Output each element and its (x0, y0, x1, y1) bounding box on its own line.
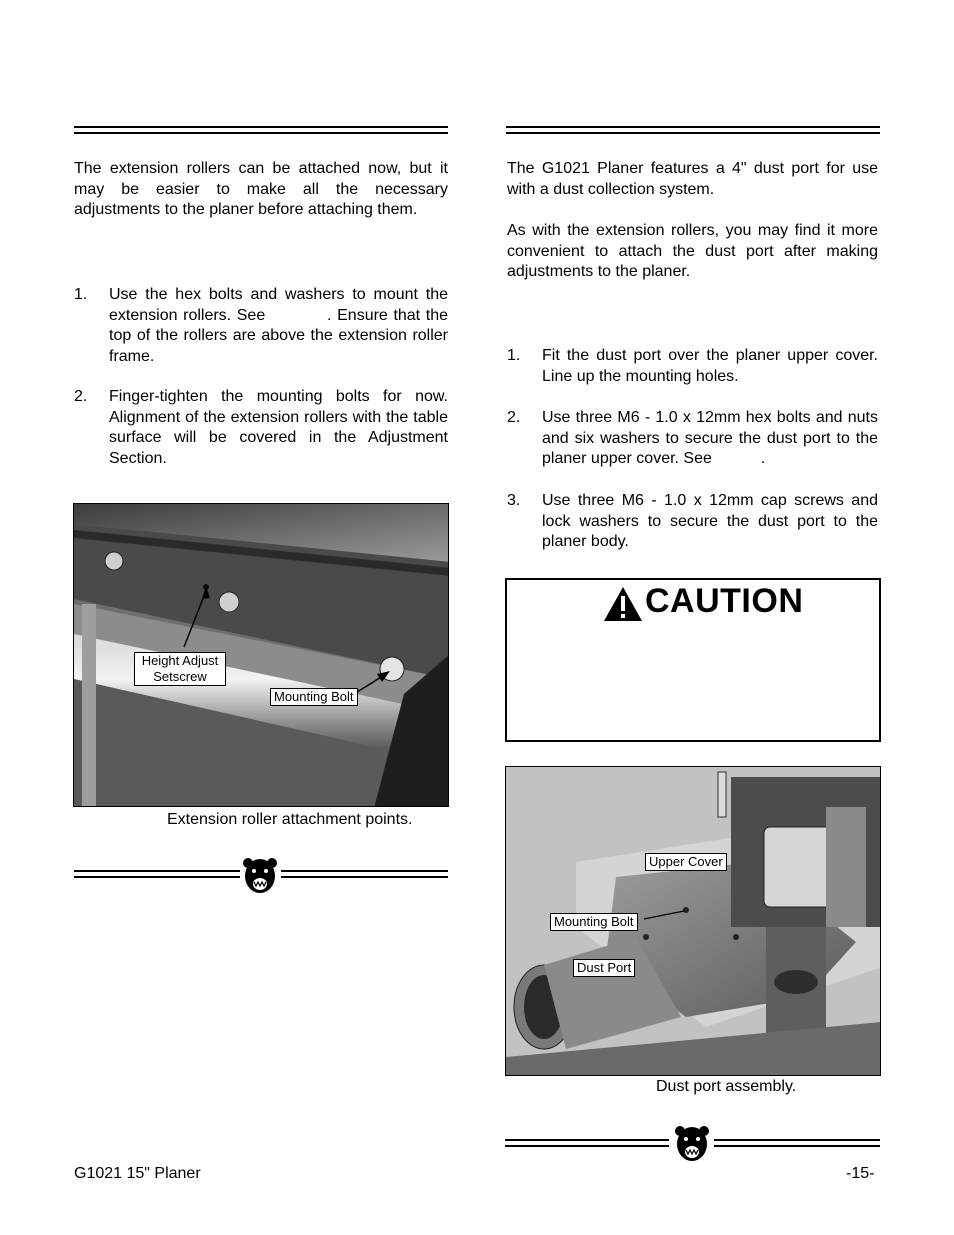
extension-roller-photo (73, 503, 449, 807)
section-end-rule-left-b (281, 870, 448, 878)
upper-cover-label: Upper Cover (645, 853, 727, 871)
section-end-rule-right-a (505, 1139, 669, 1147)
mounting-bolt-label-right: Mounting Bolt (550, 913, 638, 931)
caution-box (505, 578, 881, 742)
figure-caption-left: Extension roller attachment points. (167, 811, 413, 828)
step-number: 1. (507, 347, 521, 364)
step-number: 2. (507, 409, 521, 426)
section-end-rule-right-b (714, 1139, 880, 1147)
step-text: Finger-tighten the mounting bolts for now. Alignment of the extension rollers with the table surface will be covered in the Adjustment Section. (109, 388, 448, 467)
step-text: Use the hex bolts and washers to mount the extension rollers. See . Ensure that the top of the rollers are above the extension roller frame. (109, 286, 453, 365)
section-rule-left (74, 126, 448, 134)
bear-logo-icon (242, 856, 278, 896)
step-text: Use three M6 - 1.0 x 12mm cap screws and lock washers to secure the dust port to the planer body. (542, 492, 878, 551)
height-adjust-label: Height Adjust Setscrew (134, 652, 226, 686)
section-rule-right (506, 126, 880, 134)
step-text: Fit the dust port over the planer upper cover. Line up the mounting holes. (542, 347, 878, 385)
section-end-rule-left-a (74, 870, 240, 878)
caution-heading: CAUTION (645, 582, 804, 620)
intro-paragraph-left: The extension rollers can be attached now, but it may be easier to make all the necessary adjustments to the planer before attaching them. (74, 160, 448, 219)
dust-port-label: Dust Port (573, 959, 635, 977)
bear-logo-icon (674, 1124, 710, 1164)
step-number: 2. (74, 388, 88, 405)
intro-paragraph-right-1: The G1021 Planer features a 4" dust port for use with a dust collection system. (507, 160, 878, 198)
step-number: 1. (74, 286, 88, 303)
figure-caption-right: Dust port assembly. (656, 1078, 797, 1095)
step-text: Use three M6 - 1.0 x 12mm hex bolts and nuts and six washers to secure the dust port to the planer upper cover. See . (542, 409, 883, 468)
step-number: 3. (507, 492, 521, 509)
mounting-bolt-label-left: Mounting Bolt (270, 688, 358, 706)
footer-model: G1021 15" Planer (74, 1165, 201, 1182)
page-number: -15- (846, 1165, 875, 1182)
warning-triangle-icon (603, 586, 643, 622)
callout-arrows (74, 504, 449, 807)
intro-paragraph-right-2: As with the extension rollers, you may find it more convenient to attach the dust port after making adjustments to the planer. (507, 222, 878, 281)
